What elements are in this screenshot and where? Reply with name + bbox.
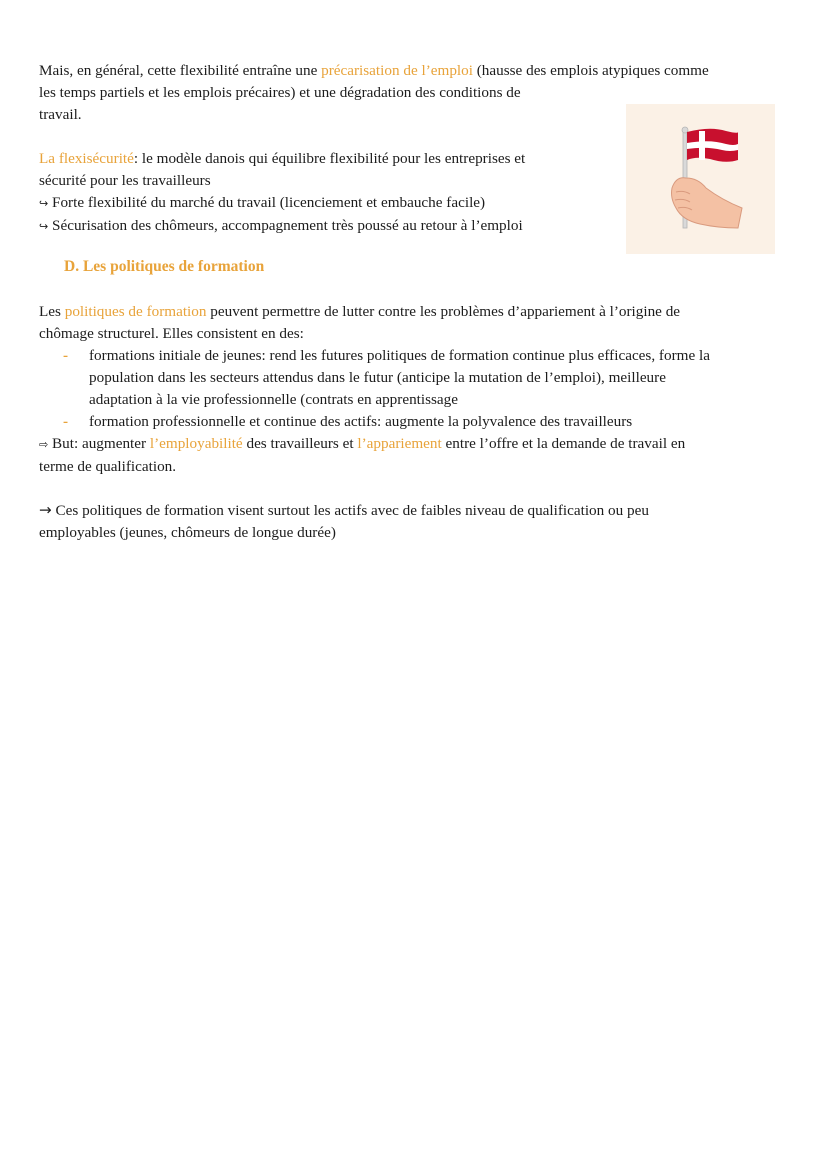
text-line: sécurité pour les travailleurs	[39, 172, 211, 189]
text-line: Les politiques de formation peuvent permettre de lutter contre les problèmes d’appariement à l’origine de	[39, 303, 681, 320]
list-item: ↪ Sécurisation des chômeurs, accompagnement très poussé au retour à l’emploi	[39, 217, 523, 234]
list-item: ↪ Forte flexibilité du marché du travail (licenciement et embauche facile)	[39, 194, 486, 211]
hook-arrow-icon: ↪	[39, 197, 49, 210]
text-line: Mais, en général, cette flexibilité entraîne une précarisation de l’emploi (hausse des emplois atypiques comme	[39, 62, 709, 79]
text-line: les temps partiels et les emplois précaires) et une dégradation des conditions de	[39, 84, 521, 101]
paragraph-precarisation	[39, 60, 709, 126]
danish-flag-in-hand-icon	[626, 104, 775, 254]
paragraph-conclusion	[39, 499, 649, 544]
highlight-term: La flexisécurité	[39, 150, 134, 167]
arrow-right-icon: ⇨	[39, 438, 49, 451]
text-line: employables (jeunes, chômeurs de longue durée)	[39, 524, 336, 541]
text-line: chômage structurel. Elles consistent en des:	[39, 325, 304, 342]
text-line: travail.	[39, 106, 82, 123]
section-heading: D. Les politiques de formation	[64, 258, 265, 275]
list-item: - formation professionnelle et continue des actifs: augmente la polyvalence des travailleurs	[39, 411, 789, 433]
list-item: - formations initiale de jeunes: rend les futures politiques de formation continue plus efficaces, forme la population dans les secteurs attendus dans le futur (anticipe la mutation de l’emploi), meilleure adaptation à la vie professionnelle (contrats en apprentissage	[63, 347, 710, 408]
dash-bullet: -	[63, 413, 69, 430]
bullet-list	[39, 345, 789, 433]
highlight-term: l’appariement	[357, 435, 442, 452]
paragraph-flexisecurite	[39, 148, 525, 238]
hook-arrow-icon: ↪	[39, 220, 49, 233]
text-line: → Ces politiques de formation visent surtout les actifs avec de faibles niveau de qualification ou peu	[39, 501, 649, 519]
arrow-right-icon: →	[39, 501, 52, 519]
highlight-term: l’employabilité	[149, 435, 243, 452]
text-line: ⇨ But: augmenter l’employabilité des travailleurs et l’appariement entre l’offre et la demande de travail en	[39, 435, 686, 452]
highlight-term: politiques de formation	[64, 303, 207, 320]
highlight-term: précarisation de l’emploi	[321, 62, 473, 79]
text-line: terme de qualification.	[39, 458, 177, 475]
dash-bullet: -	[63, 347, 69, 364]
text-line: La flexisécurité: le modèle danois qui équilibre flexibilité pour les entreprises et	[39, 150, 526, 167]
paragraph-politiques	[39, 301, 789, 478]
